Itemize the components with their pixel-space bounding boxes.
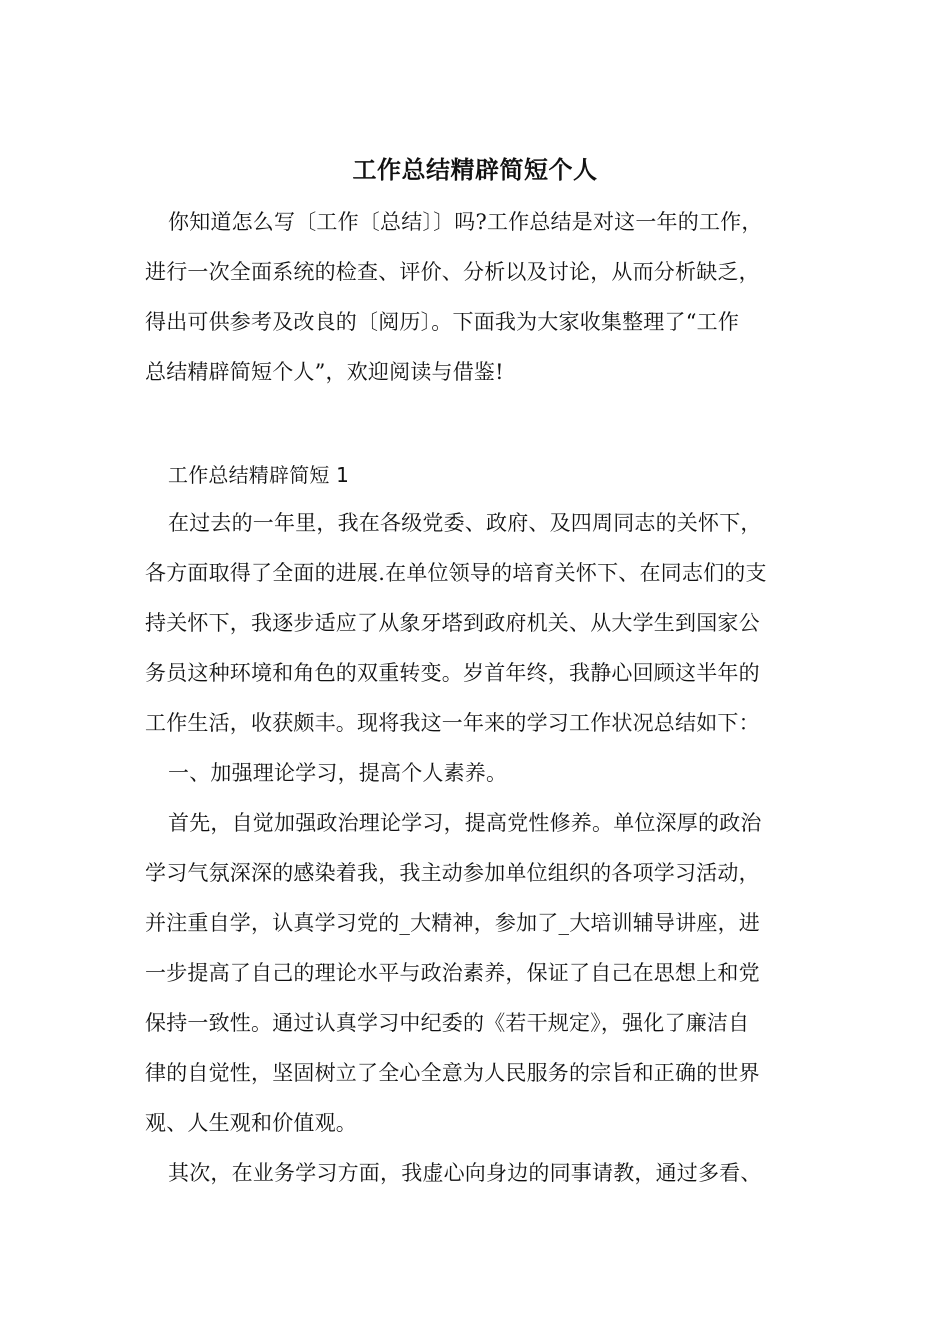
paragraph-line-8: 并注重自学，认真学习党的_大精神，参加了_大培训辅导讲座，进 <box>145 911 760 935</box>
paragraph-line-9: 一步提高了自己的理论水平与政治素养，保证了自己在思想上和党 <box>145 961 760 985</box>
paragraph-line-10: 保持一致性。通过认真学习中纪委的《若干规定》，强化了廉洁自 <box>145 1011 750 1035</box>
intro-line-2: 进行一次全面系统的检查、评价、分析以及讨论，从而分析缺乏， <box>145 260 760 284</box>
intro-line-4: 总结精辟简短个人”，欢迎阅读与借鉴! <box>145 360 504 384</box>
document-title: 工作总结精辟简短个人 <box>352 155 598 184</box>
paragraph-line-2: 各方面取得了全面的进展.在单位领导的培育关怀下、在同志们的支 <box>145 561 767 585</box>
paragraph-line-3: 持关怀下，我逐步适应了从象牙塔到政府机关、从大学生到国家公 <box>145 611 760 635</box>
paragraph-line-6: 首先，自觉加强政治理论学习，提高党性修养。单位深厚的政治 <box>168 811 762 835</box>
paragraph-line-11: 律的自觉性，坚固树立了全心全意为人民服务的宗旨和正确的世界 <box>145 1061 760 1085</box>
paragraph-line-7: 学习气氛深深的感染着我，我主动参加单位组织的各项学习活动， <box>145 861 760 885</box>
intro-line-3: 得出可供参考及改良的〔阅历〕。下面我为大家收集整理了“工作 <box>145 310 740 334</box>
paragraph-line-13: 其次，在业务学习方面，我虚心向身边的同事请教，通过多看、 <box>168 1161 762 1185</box>
intro-line-1: 你知道怎么写〔工作〔总结〕〕吗?工作总结是对这一年的工作， <box>168 210 763 234</box>
paragraph-line-1: 在过去的一年里，我在各级党委、政府、及四周同志的关怀下， <box>168 511 762 535</box>
section-heading: 工作总结精辟简短 1 <box>168 463 350 487</box>
paragraph-line-12: 观、人生观和价值观。 <box>145 1111 357 1135</box>
paragraph-line-5: 工作生活，收获颇丰。现将我这一年来的学习工作状况总结如下： <box>145 711 760 735</box>
subheading-line: 一、加强理论学习，提高个人素养。 <box>168 761 508 785</box>
paragraph-line-4: 务员这种环境和角色的双重转变。岁首年终，我静心回顾这半年的 <box>145 661 760 685</box>
